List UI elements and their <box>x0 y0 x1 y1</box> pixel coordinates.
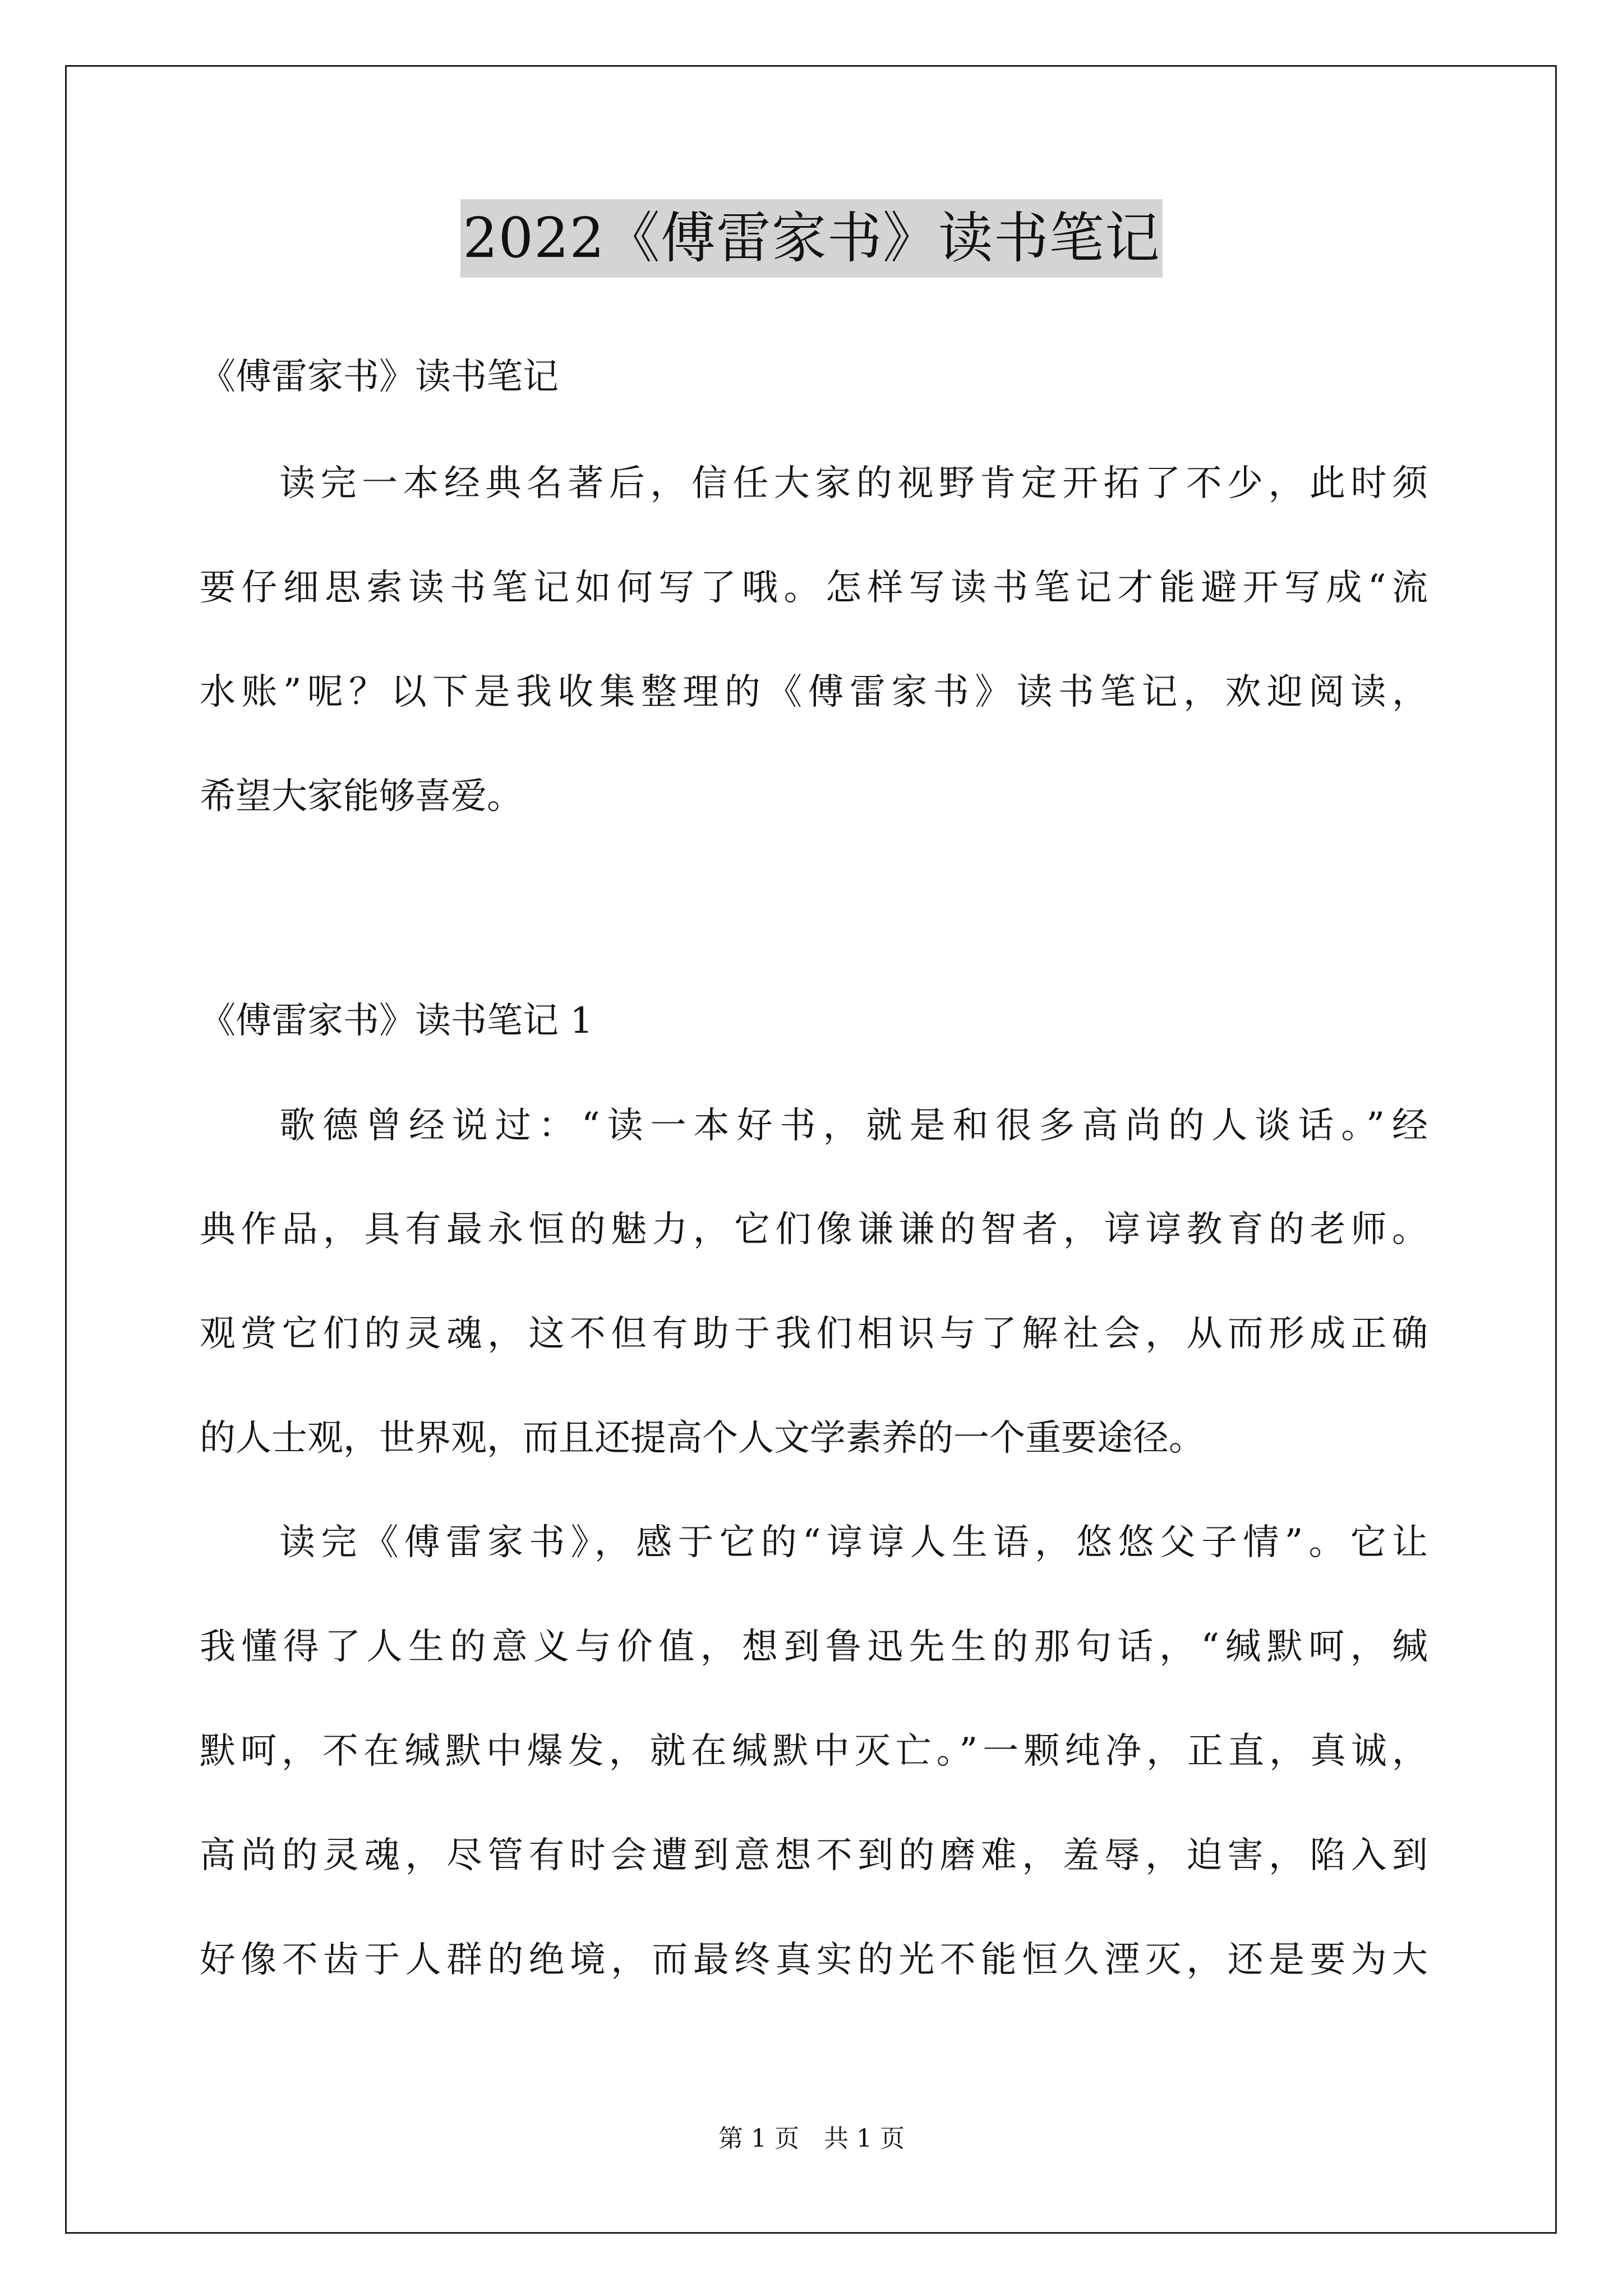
document-title: 2022《傅雷家书》读书笔记 <box>460 199 1162 278</box>
page-footer: 第 1 页 共 1 页 <box>718 2124 905 2153</box>
para2-line-3: 默呵，不在缄默中爆发，就在缄默中灭亡。”一颗纯净，正直，真诚， <box>200 1731 1428 1772</box>
para1-line-3: 观赏它们的灵魂，这不但有助于我们相识与了解社会，从而形成正确 <box>200 1313 1428 1355</box>
para1-line-1: 歌德曾经说过：“读一本好书，就是和很多高尚的人谈话。”经 <box>279 1105 1428 1147</box>
intro-line-4: 希望大家能够喜爱。 <box>200 776 523 817</box>
para2-line-1: 读完《傅雷家书》，感于它的“谆谆人生语，悠悠父子情”。它让 <box>279 1522 1428 1563</box>
para2-line-4: 高尚的灵魂，尽管有时会遭到意想不到的磨难，羞辱，迫害，陷入到 <box>200 1835 1428 1876</box>
title-container <box>0 199 1623 278</box>
para1-line-2: 典作品，具有最永恒的魅力，它们像谦谦的智者，谆谆教育的老师。 <box>200 1209 1428 1250</box>
intro-line-2: 要仔细思索读书笔记如何写了哦。怎样写读书笔记才能避开写成“流 <box>200 567 1428 609</box>
para2-line-2: 我懂得了人生的意义与价值，想到鲁迅先生的那句话，“缄默呵，缄 <box>200 1626 1428 1668</box>
intro-line-3: 水账”呢？以下是我收集整理的《傅雷家书》读书笔记，欢迎阅读， <box>200 671 1428 713</box>
intro-heading: 《傅雷家书》读书笔记 <box>200 356 559 398</box>
intro-line-1: 读完一本经典名著后，信任大家的视野肯定开拓了不少，此时须 <box>279 463 1428 504</box>
para2-line-5: 好像不齿于人群的绝境，而最终真实的光不能恒久湮灭，还是要为大 <box>200 1939 1428 1981</box>
section-1-heading: 《傅雷家书》读书笔记 1 <box>200 1000 593 1042</box>
para1-line-4: 的人士观，世界观，而且还提高个人文学素养的一个重要途径。 <box>200 1418 1205 1459</box>
